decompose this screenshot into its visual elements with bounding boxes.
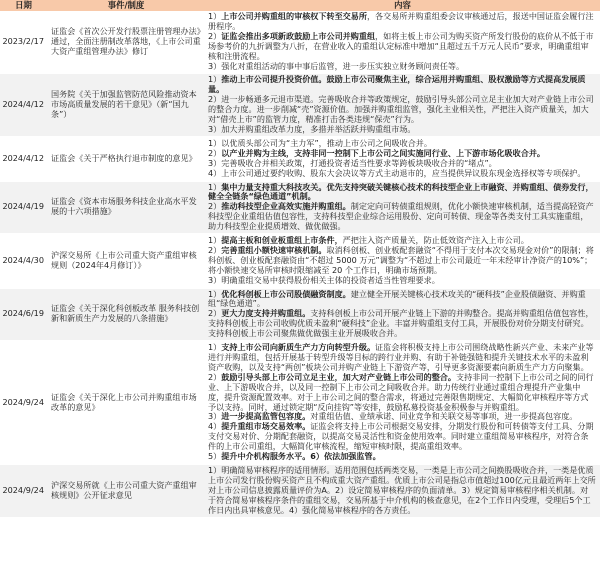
item-lead: 提高主板和创业板重组上市条件， <box>221 235 343 246</box>
content-item <box>208 95 596 125</box>
item-text: ，各交易所并购重组委会议审核通过后，报送中国证监会履行注册程序。 <box>208 11 594 31</box>
item-text: 进一步畅通多元退市渠道。完善吸收合并等政策规定，鼓励引导头部公司立足主业加大对产业链上市公司的整合力度。进一步削减“壳”资源价值。加强并购重组监管，强化主业相关性，严把注入资产质量关，加大对“借壳上市”的监管力度，精准打击各类违规“保壳”行为。 <box>208 94 594 125</box>
item-text: 完善吸收合并相关政策，打通投资者适当性要求等跨板块吸收合并的“堵点”。 <box>221 157 497 168</box>
content-cell <box>205 11 600 73</box>
item-lead: 推动科技型企业高效实施并购重组。 <box>221 201 351 212</box>
item-lead: 提升中介机构服务水平。6）依法加强监管。 <box>221 451 381 462</box>
table-row <box>0 181 600 235</box>
table-row <box>0 234 600 288</box>
table-row <box>0 288 600 342</box>
table-row <box>0 11 600 73</box>
content-item <box>208 422 596 452</box>
event-cell: 证监会《关于深化科创板改革 服务科技创新和新质生产力发展的八条措施》 <box>47 288 205 342</box>
table-row <box>0 137 600 181</box>
content-item <box>208 246 596 276</box>
item-number: 2） <box>208 201 222 212</box>
header-content: 内容 <box>205 0 600 11</box>
content-cell <box>205 288 600 342</box>
item-lead: 以产业并购为主线，支持非同一控制下上市公司之间实施同行业、上下游市场化吸收合并。 <box>221 147 546 158</box>
item-number: 2） <box>208 94 222 105</box>
content-cell <box>205 234 600 288</box>
item-number: 1） <box>208 235 222 246</box>
event-cell: 沪深交易所就《上市公司重大资产重组审核规则》公开征求意见 <box>47 464 205 518</box>
item-text: 取消科创板、创业板配套融资“不得用于支付本次交易现金对价”的限制；将科创板、创业板配套融资由“不超过 5000 万元”调整为“不超过上市公司最近一年末经审计净资产的10%”；将小额快速交易所审核时限缩减至 20 个工作日，明确市场预期。 <box>208 244 594 275</box>
item-number: 1） <box>208 181 222 192</box>
event-cell: 沪深交易所《上市公司重大资产重组审核规则（2024年4月修订）》 <box>47 234 205 288</box>
item-lead: 支持上市公司向新质生产力方向转型升级。 <box>221 342 376 353</box>
table-body <box>0 11 600 518</box>
item-text: 以优质头部公司为“主力军”，推动上市公司之间吸收合并。 <box>221 137 432 148</box>
content-item <box>208 202 596 232</box>
item-lead: 集中力量支持重大科技攻关。优先支持突破关键核心技术的科技型企业上市融资、并购重组、债券发行，健全全链条“绿色通道”机制。 <box>208 181 594 202</box>
item-text: 支持非同一控制下上市公司之间的同行业、上下游吸收合并，以及同一控制下上市公司之间吸收合并。助力传统行业通过重组合理提升产业集中度，提升资源配置效率。对于上市公司之间的整合需求，将通过完善限售期规定、大幅简化审核程序等方式予以支持。同时，通过锁定期“反向挂钩”等安排，鼓励私募投资基金积极参与并购重组。 <box>208 371 594 412</box>
item-text: 强化对重组活动的事中事后监管，进一步压实独立财务顾问责任等。 <box>221 60 465 71</box>
content-item <box>208 452 596 462</box>
content-item <box>208 62 596 72</box>
item-number: 2） <box>208 147 222 158</box>
event-cell: 证监会《首次公开发行股票注册管理办法》通过，全面注册制改革落地，《上市公司重大资产重组管理办法》修订 <box>47 11 205 73</box>
item-text: 证监会将支持上市公司根据交易安排，分期发行股份和可转债等支付工具、分期支付交易对价、分期配套融资，以提高交易灵活性和资金使用效率。同时建立重组简易审核程序，对符合条件的上市公司重组，大幅简化审核流程，缩短审核时限，提高重组效率。 <box>208 421 594 452</box>
item-text: 明确重组交易中获得股份相关主体的投资者适当性管理要求。 <box>221 274 440 285</box>
item-text: 1）明确简易审核程序的适用情形。适用范围包括两类交易，一类是上市公司之间换股吸收合并，一类是优质上市公司发行股份购买资产且不构成重大资产重组。优质上市公司是指总市值超过100亿元且最近两年上交所对上市公司信息披露质量评价为A。2）设定简易审核程序的负面清单。3）规定简易审核程序相关机制。对于符合简易审核程序条件的重组交易，交易所基于中介机构的核查意见，在2个工作日内受理，受理后5个工作日内出具审核意见。4）强化简易审核程序的各方责任。 <box>208 464 596 515</box>
date-cell: 2024/4/19 <box>0 181 47 235</box>
item-number: 1） <box>208 288 222 299</box>
item-number: 1） <box>208 342 222 353</box>
item-number: 2） <box>208 30 222 41</box>
item-number: 2） <box>208 308 222 319</box>
item-number: 3） <box>208 274 222 285</box>
table-row <box>0 464 600 518</box>
item-text: 证监会将积极支持上市公司围绕战略性新兴产业、未来产业等进行并购重组，包括开展基于转型升级等目标的跨行业并购、有助于补链强链和提升关键技术水平的未盈利资产收购，以及支持“两创”板块公司并购产业链上下游资产等，引导更多资源要素向新质生产力方向聚集。 <box>208 342 594 372</box>
item-text: 建立健全开展关键核心技术攻关的“硬科技”企业股债融资、并购重组“绿色通道”。 <box>208 288 586 309</box>
date-cell: 2024/4/12 <box>0 73 47 136</box>
content-cell <box>205 341 600 464</box>
content-item <box>208 75 596 95</box>
table-header <box>0 0 600 11</box>
content-item <box>208 125 596 135</box>
item-lead: 证监会推出多项新政鼓励上市公司并购重组 <box>221 30 376 41</box>
item-text: 上市公司通过要约收购、股东大会决议等方式主动退市的，应当提供异议股东现金选择权等专项保护。 <box>221 167 586 178</box>
content-item <box>208 309 596 339</box>
content-item <box>208 343 596 373</box>
date-cell: 2024/9/24 <box>0 464 47 518</box>
item-lead: 提升重组市场交易效率。 <box>221 421 311 432</box>
item-text: 支持科创板上市公司开展产业链上下游的并购整合。提高并购重组估值包容性，支持科创板上市公司收购优质未盈利“硬科技”企业。丰富并购重组支付工具，开展股份对价分期支付研究。支持科创板上市公司聚焦做优做强主业开展吸收合并。 <box>208 308 594 339</box>
content-cell <box>205 137 600 181</box>
header-event: 事件/制度 <box>47 0 205 11</box>
date-cell: 2023/2/17 <box>0 11 47 73</box>
event-cell: 国务院《关于加强监管防范风险推动资本市场高质量发展的若干意见》（新“国九条”） <box>47 73 205 136</box>
item-text: 对重组估值、业绩承诺、同业竞争和关联交易等事项，进一步提高包容度。 <box>310 411 578 422</box>
item-number: 2） <box>208 371 222 382</box>
item-number: 4） <box>208 167 222 178</box>
item-text: ，如将主板上市公司为购买资产所发行股份的底价从不低于市场参考价的九折调整为八折，在营业收入的重组认定标准中增加“且超过五千万元人民币”要求，明确重组审核和注册流程。 <box>208 30 594 61</box>
content-item <box>208 12 596 32</box>
table-row <box>0 73 600 136</box>
content-cell <box>205 464 600 518</box>
item-lead: 进一步提高监管包容度。 <box>221 411 311 422</box>
content-cell <box>205 181 600 235</box>
item-number: 1） <box>208 137 222 148</box>
item-lead: 完善重组小额快速审核机制。 <box>221 244 327 255</box>
event-cell: 证监会《关于严格执行退市制度的意见》 <box>47 137 205 181</box>
content-item <box>208 290 596 310</box>
item-lead: 优化科创板上市公司股债融资制度。 <box>221 288 351 299</box>
item-number: 3） <box>208 157 222 168</box>
item-text: 加大并购重组改革力度，多措并举活跃并购重组市场。 <box>221 123 416 134</box>
item-lead: 推动上市公司提升投资价值。鼓励上市公司聚焦主业，综合运用并购重组、股权激励等方式提高发展质量。 <box>208 74 586 95</box>
item-number: 3） <box>208 411 222 422</box>
event-cell: 证监会《资本市场服务科技企业高水平发展的十六项措施》 <box>47 181 205 235</box>
item-number: 2） <box>208 244 222 255</box>
content-cell <box>205 73 600 136</box>
table-row <box>0 341 600 464</box>
item-number: 1） <box>208 74 222 85</box>
date-cell: 2024/4/12 <box>0 137 47 181</box>
content-item <box>208 466 596 516</box>
item-lead: 上市公司并购重组的审核权下转至交易所 <box>221 11 367 21</box>
content-item <box>208 183 596 203</box>
date-cell: 2024/4/30 <box>0 234 47 288</box>
date-cell: 2024/6/19 <box>0 288 47 342</box>
item-number: 3） <box>208 123 222 134</box>
date-cell: 2024/9/24 <box>0 341 47 464</box>
item-text: 制定定向可转债重组规则，优化小额快速审核机制，适当提高轻资产科技型企业重组估值包容性，支持科技型企业综合运用股份、定向可转债、现金等各类支付工具实施重组，助力科技型企业提质增效、做优做强。 <box>208 201 594 232</box>
content-item <box>208 169 596 179</box>
item-number: 4） <box>208 421 222 432</box>
content-item <box>208 276 596 286</box>
header-date: 日期 <box>0 0 47 11</box>
item-number: 1） <box>208 11 222 21</box>
item-text: 严把注入资产质量关，防止低效资产注入上市公司。 <box>342 235 529 246</box>
event-cell: 证监会《关于深化上市公司并购重组市场改革的意见》 <box>47 341 205 464</box>
item-number: 5） <box>208 451 222 462</box>
item-lead: 鼓励引导头部上市公司立足主业，加大对产业链上市公司的整合。 <box>221 371 456 382</box>
content-item <box>208 373 596 413</box>
item-number: 3） <box>208 60 222 71</box>
content-item <box>208 32 596 62</box>
item-lead: 更大力度支持并购重组。 <box>221 308 311 319</box>
